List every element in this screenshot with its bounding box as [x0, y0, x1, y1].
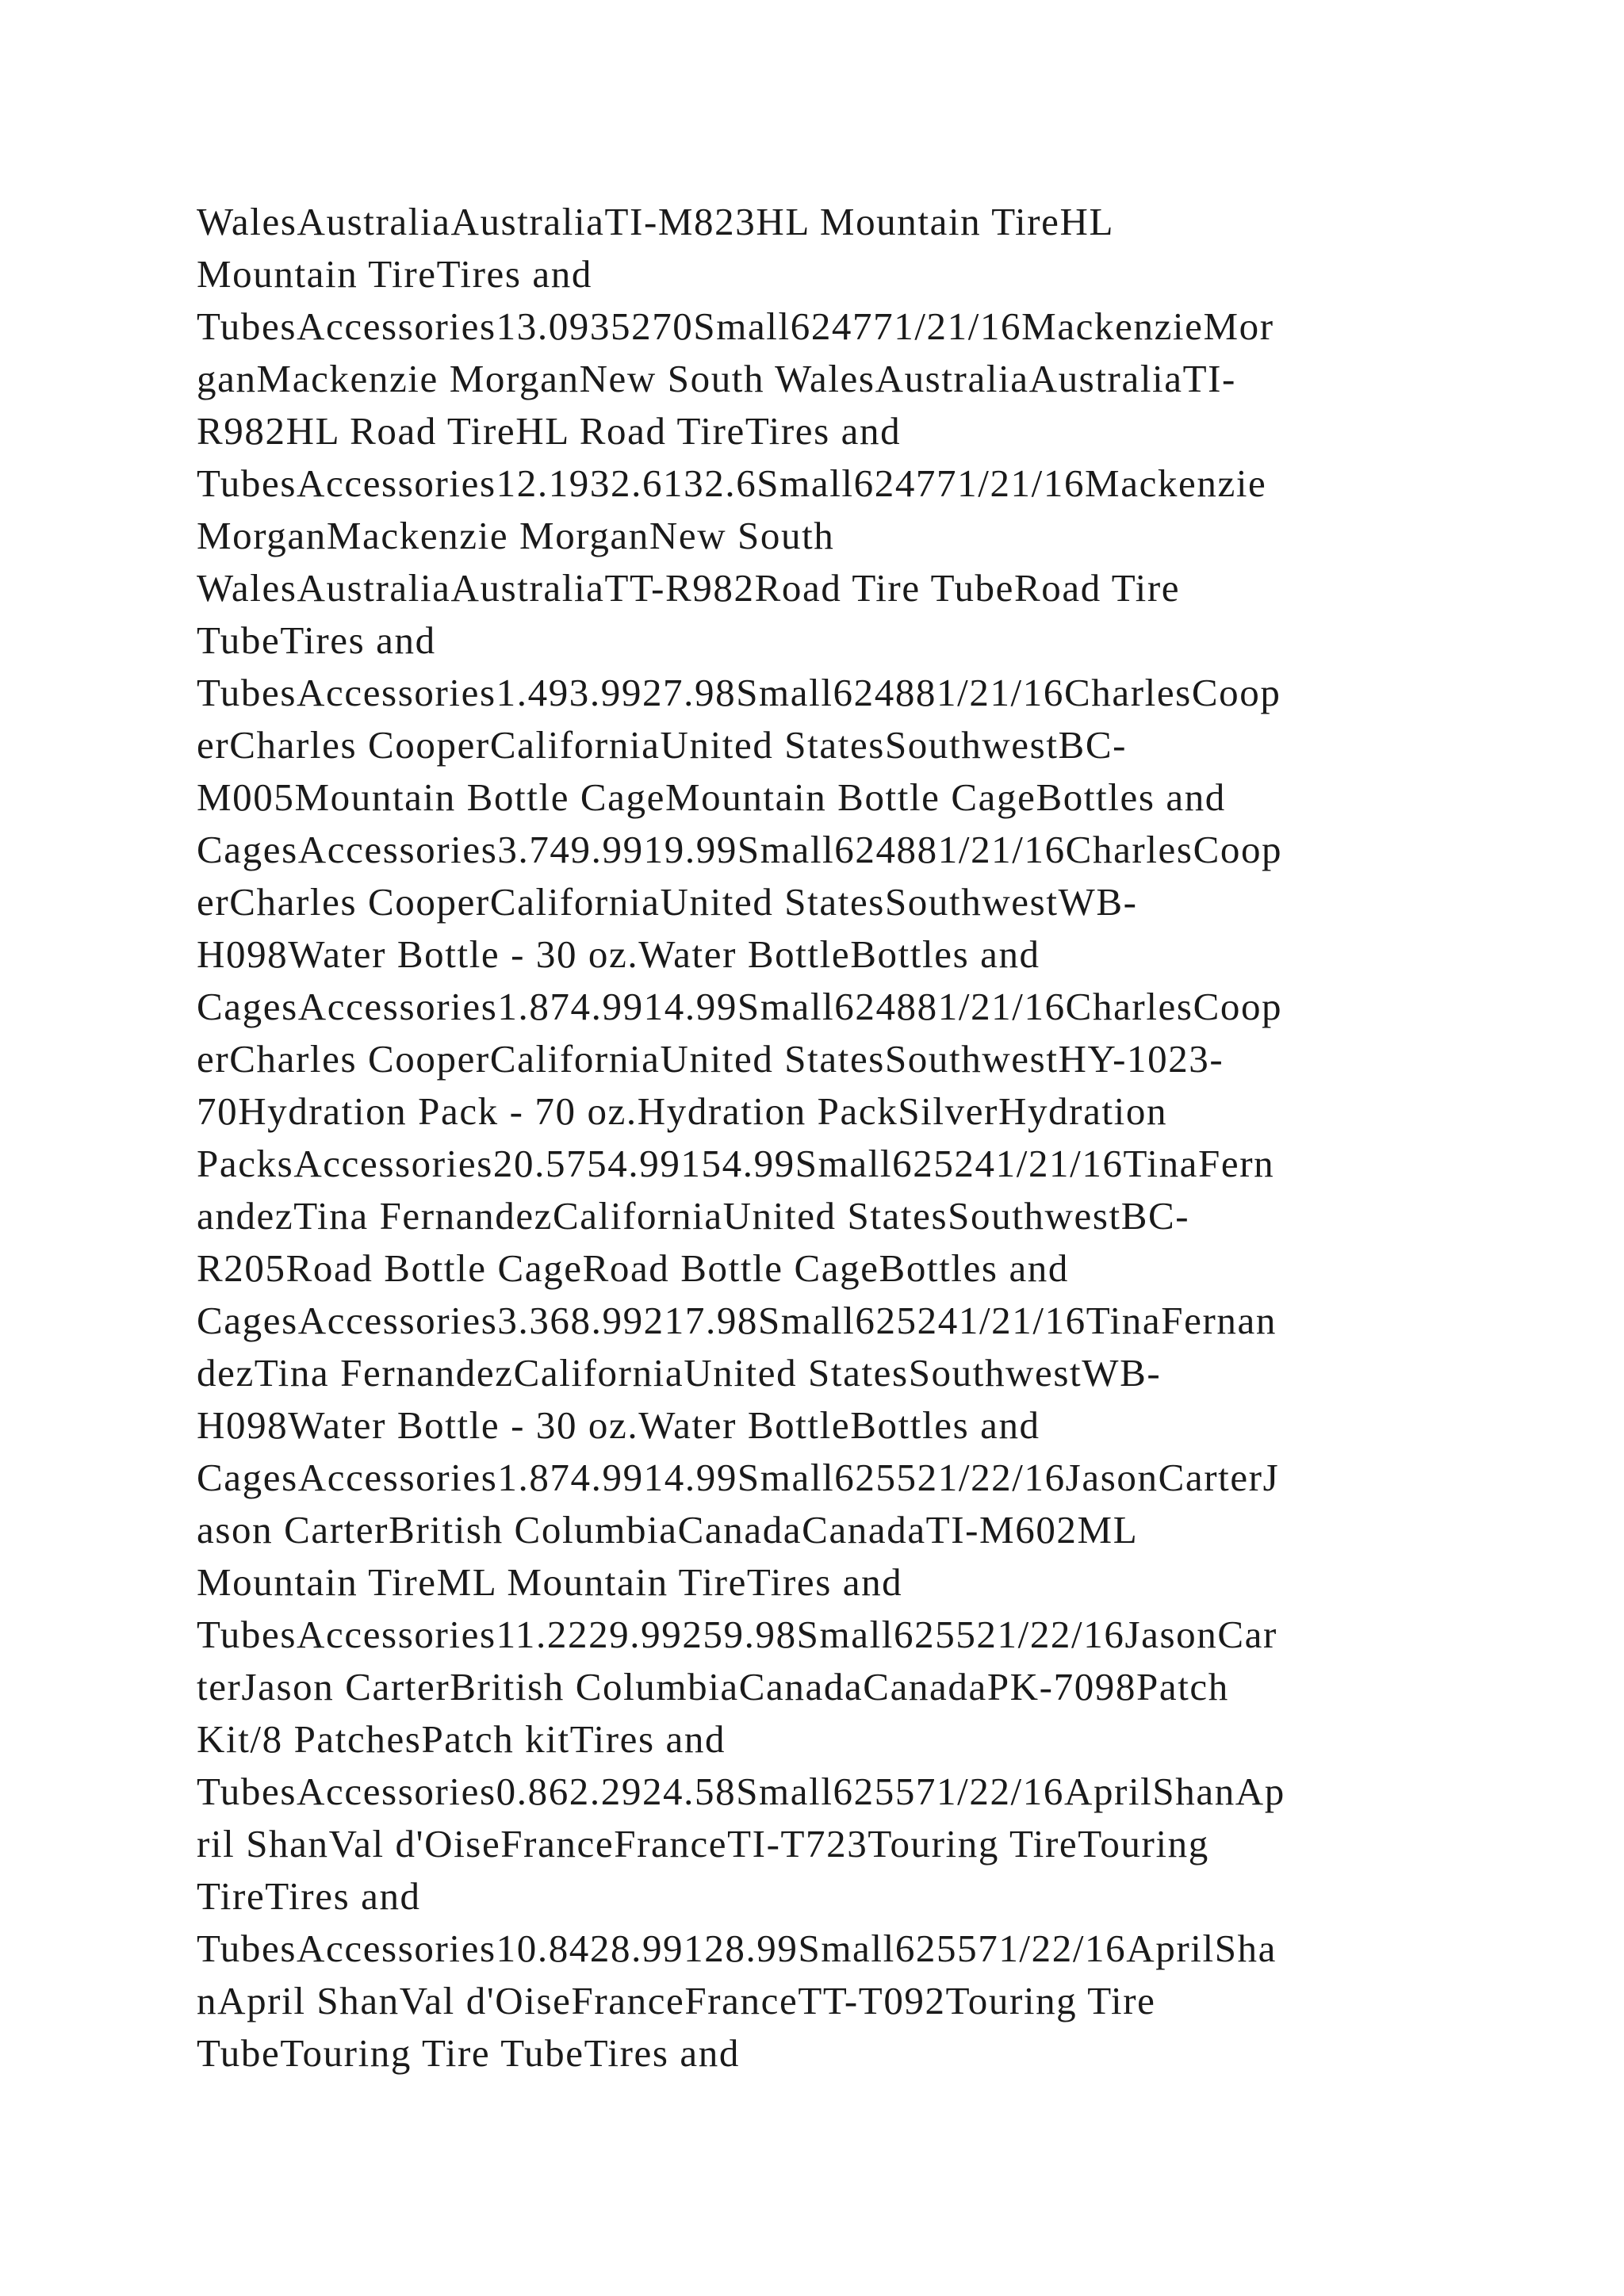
text-line: dezTina FernandezCaliforniaUnited StatesSouthwestWB- [197, 1351, 1162, 1395]
text-line: H098Water Bottle - 30 oz.Water BottleBottles and [197, 932, 1040, 976]
text-line: WalesAustraliaAustraliaTT-R982Road Tire TubeRoad Tire [197, 566, 1181, 610]
text-line: WalesAustraliaAustraliaTI-M823HL Mountain TireHL [197, 200, 1115, 243]
text-line: TubesAccessories13.0935270Small624771/21/16MackenzieMor [197, 304, 1274, 348]
text-line: ril ShanVal d'OiseFranceFranceTI-T723Touring TireTouring [197, 1822, 1209, 1866]
text-line: CagesAccessories3.368.99217.98Small625241/21/16TinaFernan [197, 1299, 1277, 1342]
text-line: erCharles CooperCaliforniaUnited StatesSouthwestBC- [197, 723, 1128, 767]
text-line: nApril ShanVal d'OiseFranceFranceTT-T092Touring Tire [197, 1979, 1156, 2022]
text-line: TubesAccessories1.493.9927.98Small624881/21/16CharlesCoop [197, 671, 1281, 714]
text-line: M005Mountain Bottle CageMountain Bottle CageBottles and [197, 775, 1226, 819]
text-line: erCharles CooperCaliforniaUnited StatesSouthwestWB- [197, 880, 1138, 924]
text-line: H098Water Bottle - 30 oz.Water BottleBottles and [197, 1403, 1040, 1447]
text-line: 70Hydration Pack - 70 oz.Hydration PackSilverHydration [197, 1089, 1168, 1133]
text-line: ason CarterBritish ColumbiaCanadaCanadaTI-M602ML [197, 1508, 1139, 1552]
text-line: CagesAccessories3.749.9919.99Small624881/21/16CharlesCoop [197, 828, 1283, 871]
text-line: MorganMackenzie MorganNew South [197, 514, 835, 557]
text-line: CagesAccessories1.874.9914.99Small625521/22/16JasonCarterJ [197, 1456, 1280, 1499]
text-line: Mountain TireML Mountain TireTires and [197, 1560, 903, 1604]
text-line: TubeTires and [197, 618, 436, 662]
text-line: R205Road Bottle CageRoad Bottle CageBottles and [197, 1246, 1069, 1290]
text-line: R982HL Road TireHL Road TireTires and [197, 409, 902, 453]
text-line: Mountain TireTires and [197, 252, 592, 296]
text-line: TubeTouring Tire TubeTires and [197, 2031, 740, 2075]
text-line: TubesAccessories0.862.2924.58Small625571/22/16AprilShanAp [197, 1770, 1285, 1813]
text-line: erCharles CooperCaliforniaUnited StatesSouthwestHY-1023- [197, 1037, 1224, 1081]
text-line: ganMackenzie MorganNew South WalesAustraliaAustraliaTI- [197, 357, 1236, 400]
text-line: TubesAccessories10.8428.99128.99Small625571/22/16AprilSha [197, 1927, 1277, 1970]
text-line: TubesAccessories12.1932.6132.6Small624771/21/16Mackenzie [197, 461, 1267, 505]
text-line: terJason CarterBritish ColumbiaCanadaCanadaPK-7098Patch [197, 1665, 1229, 1709]
text-line: TireTires and [197, 1874, 421, 1918]
body-text [197, 196, 1434, 2080]
text-line: TubesAccessories11.2229.99259.98Small625521/22/16JasonCar [197, 1613, 1277, 1656]
text-line: andezTina FernandezCaliforniaUnited StatesSouthwestBC- [197, 1194, 1190, 1238]
text-line: PacksAccessories20.5754.99154.99Small625241/21/16TinaFern [197, 1142, 1275, 1185]
text-line: Kit/8 PatchesPatch kitTires and [197, 1717, 726, 1761]
text-line: CagesAccessories1.874.9914.99Small624881/21/16CharlesCoop [197, 985, 1283, 1028]
